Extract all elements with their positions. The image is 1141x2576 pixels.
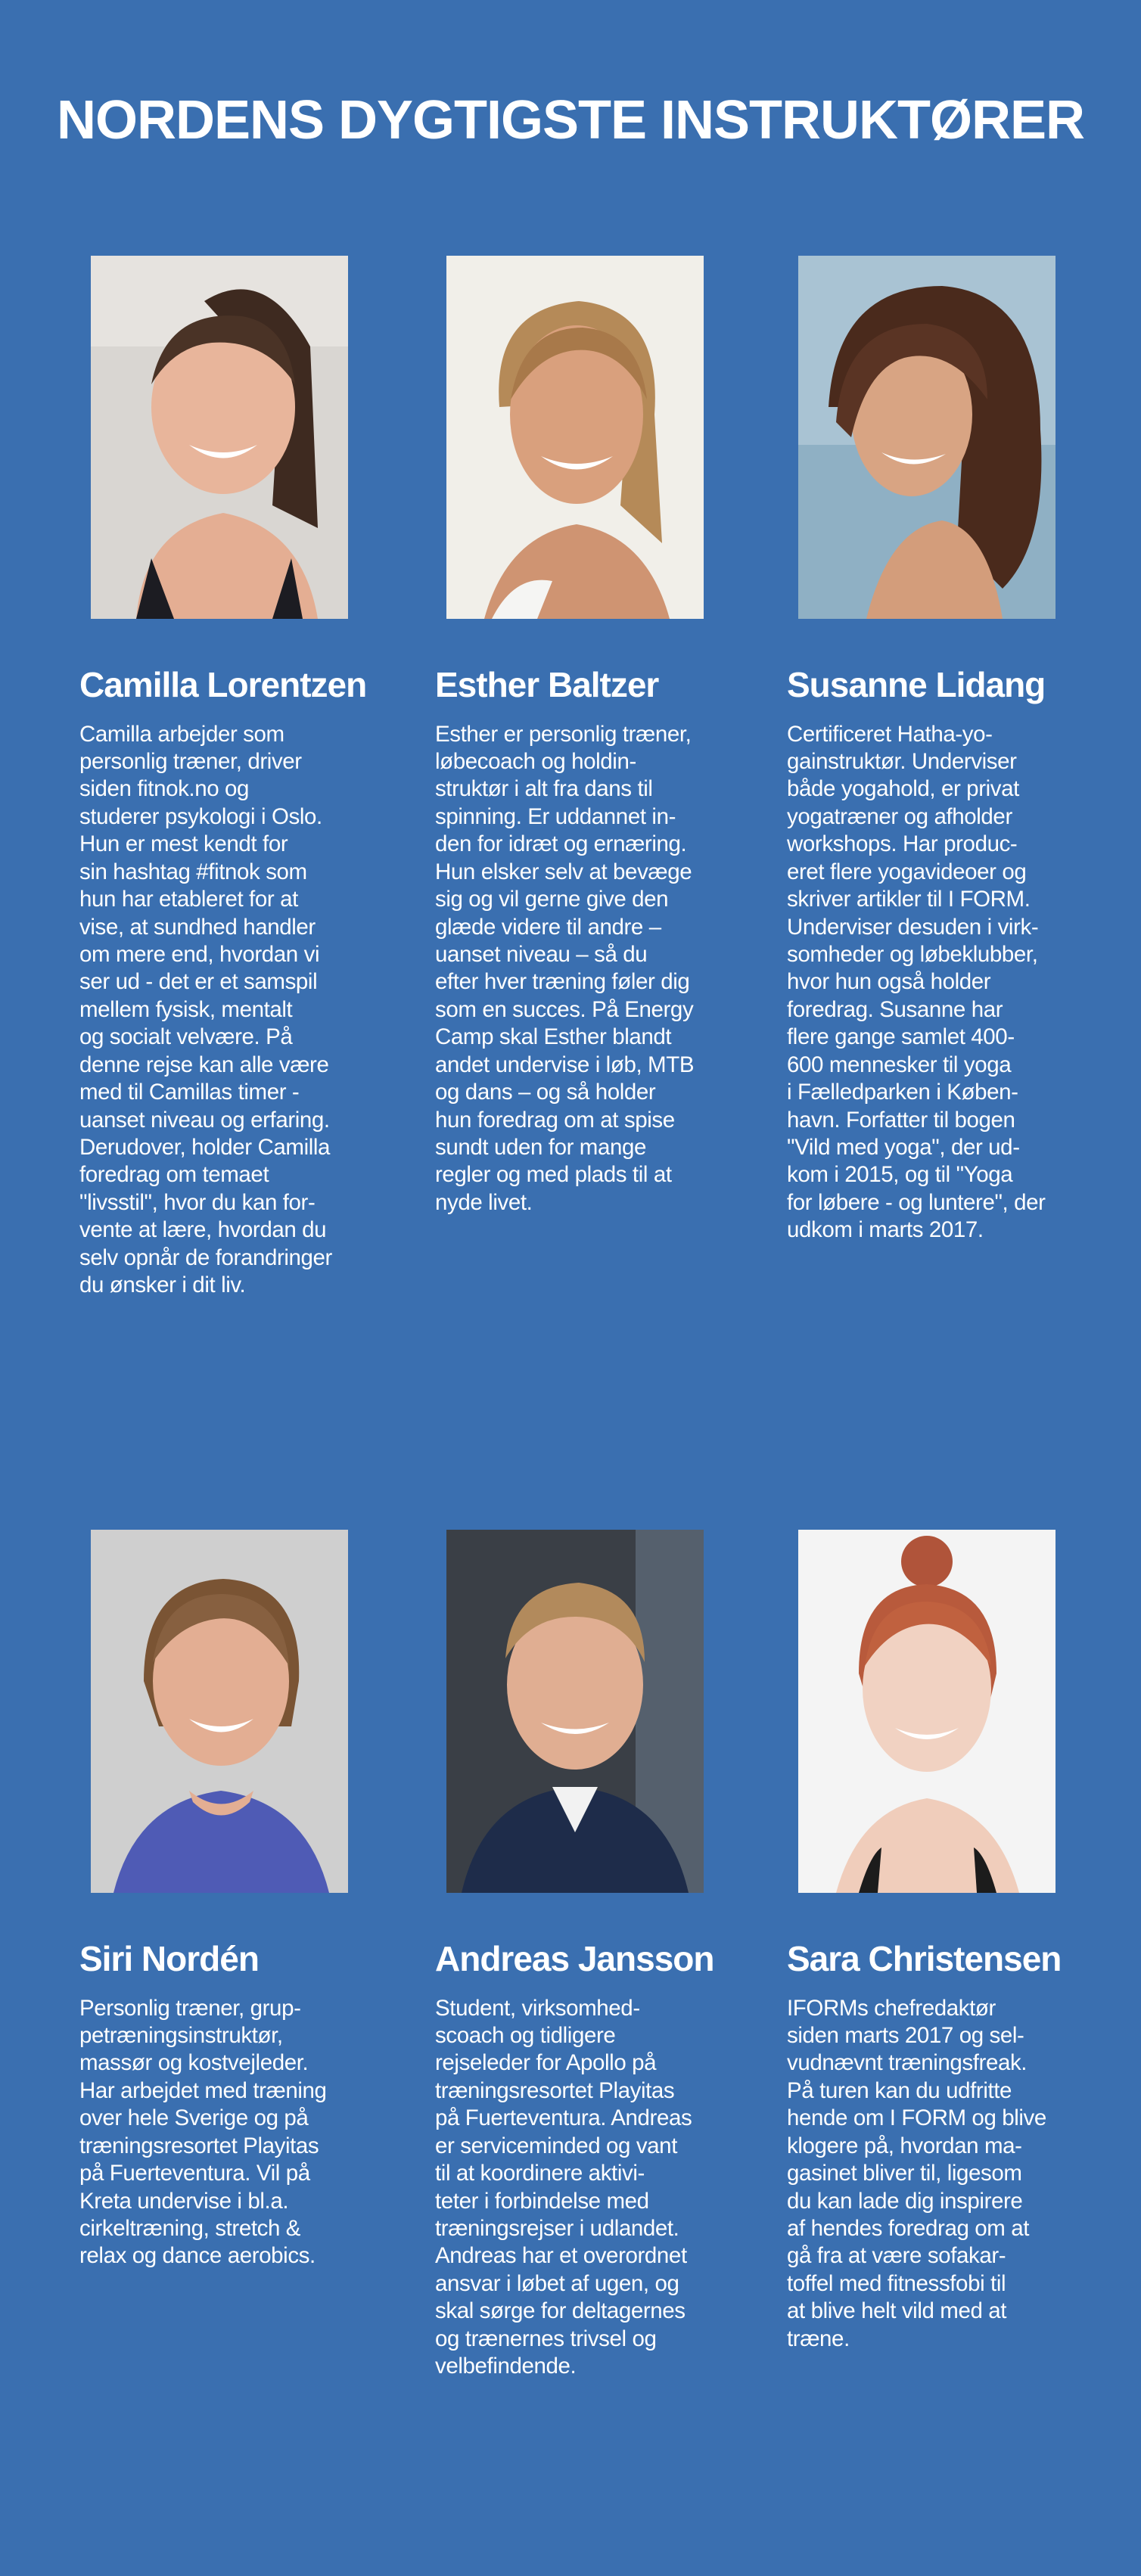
instructor-name: Esther Baltzer: [435, 665, 659, 704]
instructor-photo: [91, 1530, 348, 1893]
instructor-photo: [798, 256, 1056, 619]
instructor-photo: [798, 1530, 1056, 1893]
instructor-card-susanne: [787, 256, 1105, 1244]
instructor-bio: Camilla arbejder som personlig træner, driver siden fitnok.no og studerer psykologi i Oslo. Hun er mest kendt for sin hashtag #fitnok som hun har etableret for at vise, at sundhed handler om mere end, hvordan vi ser ud - det er et samspil mellem fysisk, mentalt og socialt velvære. På denne rejse kan alle være med til Camillas timer - uanset niveau og erfaring. Derudover, holder Camilla foredrag om temaet "livsstil", hvor du kan for- vente at lære, hvordan du selv opnår de forandringer du ønsker i dit liv.: [79, 721, 332, 1298]
instructor-card-sara: [787, 1530, 1105, 2353]
page-title: NORDENS DYGTIGSTE INSTRUKTØRER: [56, 90, 1085, 151]
instructor-card-andreas: [435, 1530, 753, 2381]
instructor-name: Siri Nordén: [79, 1939, 259, 1978]
instructor-card-siri: [79, 1530, 397, 2270]
instructor-name: Andreas Jansson: [435, 1939, 714, 1978]
instructor-bio: Student, virksomhed- scoach og tidligere rejseleder for Apollo på træningsresortet Playitas på Fuerteventura. Andreas er serviceminded og vant til at koordinere aktivi- teter i forbindelse med træningsrejser i udlandet. Andreas har et overordnet ansvar i løbet af ugen, og skal sørge for deltagernes og trænernes trivsel og velbefindende.: [435, 1995, 692, 2379]
instructor-name: Camilla Lorentzen: [79, 665, 367, 704]
instructor-bio: Personlig træner, grup- petræningsinstruktør, massør og kostvejleder. Har arbejdet med træning over hele Sverige og på træningsresortet Playitas på Fuerteventura. Vil på Kreta undervise i bl.a. cirkeltræning, stretch & relax og dance aerobics.: [79, 1995, 327, 2269]
instructor-bio: Esther er personlig træner, løbecoach og holdin- struktør i alt fra dans til spinning. Er uddannet in- den for idræt og ernæring. Hun elsker selv at bevæge sig og vil gerne give den glæde videre til andre – uanset niveau – så du efter hver træning føler dig som en succes. På Energy Camp skal Esther blandt andet undervise i løb, MTB og dans – og så holder hun foredrag om at spise sundt uden for mange regler og med plads til at nyde livet.: [435, 721, 695, 1215]
instructor-card-camilla: [79, 256, 397, 1299]
instructor-bio: IFORMs chefredaktør siden marts 2017 og sel- vudnævnt træningsfreak. På turen kan du udfritte hende om I FORM og blive klogere på, hvordan ma- gasinet bliver til, ligesom du kan lade dig inspirere af hendes foredrag om at gå fra at være sofakar- toffel med fitnessfobi til at blive helt vild med at træne.: [787, 1995, 1046, 2351]
instructor-name: Susanne Lidang: [787, 665, 1046, 704]
instructor-name: Sara Christensen: [787, 1939, 1062, 1978]
instructor-bio: Certificeret Hatha-yo- gainstruktør. Underviser både yogahold, er privat yogatræner og afholder workshops. Har produc- eret flere yogavideoer og skriver artikler til I FORM. Underviser desuden i virk- somheder og løbeklubber, hvor hun også holder foredrag. Susanne har flere gange samlet 400- 600 mennesker til yoga i Fælledparken i Køben- havn. Forfatter til bogen "Vild med yoga", der ud- kom i 2015, og til "Yoga for løbere - og luntere", der udkom i marts 2017.: [787, 721, 1046, 1243]
instructor-card-esther: [435, 256, 753, 1217]
instructor-photo: [446, 256, 704, 619]
instructor-photo: [91, 256, 348, 619]
instructor-photo: [446, 1530, 704, 1893]
